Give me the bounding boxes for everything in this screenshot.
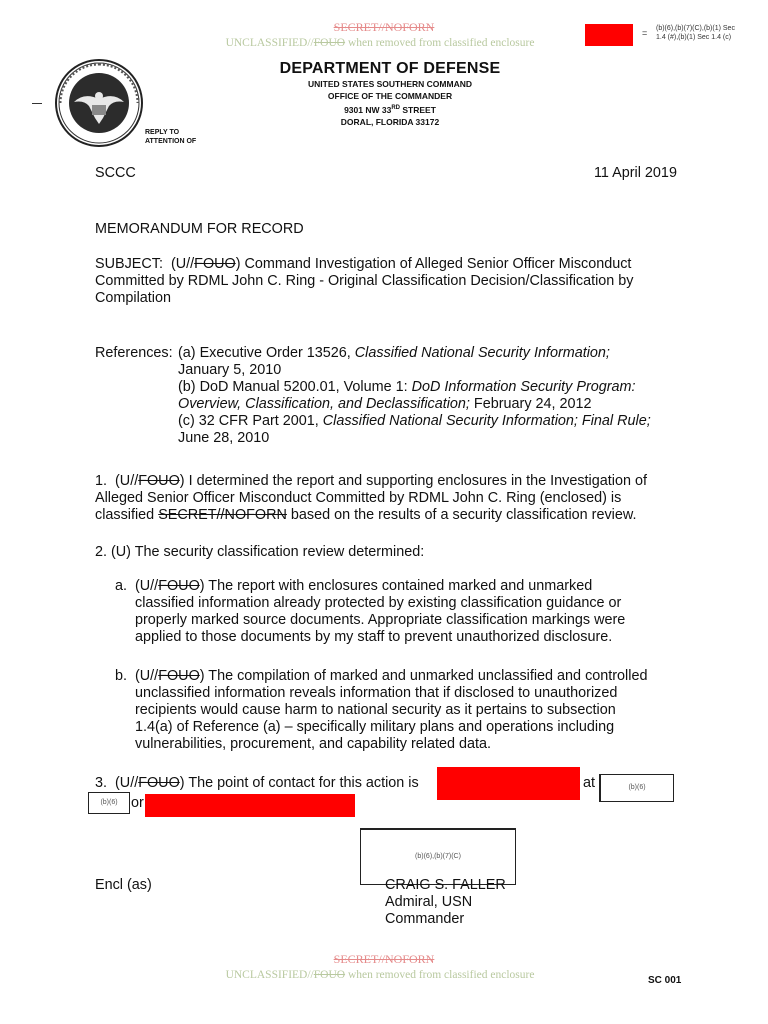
exemption-box-email: (b)(6) — [88, 792, 130, 814]
header-exemption-equals: = — [642, 28, 648, 38]
subject-block: SUBJECT: (U//FOUO) Command Investigation of Alleged Senior Officer Misconduct Committed by RDML John C. Ring - Original Classification Decision/Classification by Compilation — [95, 256, 634, 306]
bottom-classification-marking: SECRET//NOFORN — [333, 952, 435, 966]
office-code: SCCC — [95, 165, 136, 181]
letterhead-line4: DORAL, FLORIDA 33172 — [340, 116, 440, 127]
top-classification-marking — [0, 20, 768, 35]
signer-rank: Admiral, USN — [385, 894, 473, 910]
poc-at: at — [583, 775, 596, 791]
paragraph-1: 1. (U//FOUO) I determined the report and supporting enclosures in the Investigation of Alleged Senior Officer Misconduct Committed by RDML John C. Ring (enclosed) is classified SECRET//NOFORN based on the results of a security classification review. — [95, 473, 647, 523]
letterhead-line3: 9301 NW 33RD STREET — [344, 104, 436, 115]
references-label: References: — [95, 345, 173, 361]
redaction-block-poc-name — [437, 767, 580, 800]
subject-label: SUBJECT: — [95, 256, 163, 272]
poc-or: or — [131, 795, 144, 811]
subparagraph-b-label: b. — [115, 668, 128, 684]
redaction-block-header — [585, 24, 633, 46]
references-list: (a) Executive Order 13526, Classified National Security Information; January 5, 2010 (b) DoD Manual 5200.01, Volume 1: DoD Information Security Program: Overview, Classification, and Declassification; February 24, 2012 (c) 32 CFR Part 2001, Classified National Security Information; Final Rule; June 28, 2010 — [178, 345, 698, 447]
signature-block — [385, 877, 506, 928]
paragraph-2: 2. (U) The security classification review determined: — [95, 544, 425, 560]
paragraph-3: 3. (U//FOUO) The point of contact for this action is — [95, 775, 419, 791]
reply-to-label: REPLY TO ATTENTION OF — [145, 129, 197, 145]
letterhead-line2: OFFICE OF THE COMMANDER — [327, 91, 453, 101]
exemption-box-signature: (b)(6),(b)(7)(C) — [360, 828, 516, 885]
header-exemption-code: (b)(6),(b)(7)(C),(b)(1) Sec 1.4 (#),(b)(1) Sec 1.4 (c) — [656, 25, 735, 41]
department-name: DEPARTMENT OF DEFENSE — [279, 60, 501, 77]
memo-heading: MEMORANDUM FOR RECORD — [95, 221, 304, 237]
letterhead — [180, 60, 600, 128]
top-unclassified-banner: UNCLASSIFIED//FOUO when removed from classified enclosure — [225, 37, 535, 49]
classification-struck: SECRET//NOFORN — [333, 20, 435, 34]
margin-mark — [32, 103, 42, 104]
dod-seal-icon — [54, 58, 144, 148]
subparagraph-a-label: a. — [115, 578, 128, 594]
enclosure-note: Encl (as) — [95, 877, 152, 893]
memo-date: 11 April 2019 — [594, 165, 677, 181]
bottom-unclassified-banner: UNCLASSIFIED//FOUO when removed from classified enclosure — [225, 969, 535, 981]
reference-c: (c) 32 CFR Part 2001, Classified National Security Information; Final Rule; — [178, 413, 651, 429]
subparagraph-a: (U//FOUO) The report with enclosures contained marked and unmarked classified information already protected by existing classification guidance or properly marked source documents. Appropriate classification markings were applied to those documents by my staff to prevent unauthorized disclosure. — [135, 578, 626, 645]
page-identifier: SC 001 — [648, 975, 682, 986]
signer-name: CRAIG S. FALLER — [385, 877, 506, 893]
reference-a: (a) Executive Order 13526, Classified National Security Information; — [178, 345, 610, 361]
reference-b: (b) DoD Manual 5200.01, Volume 1: DoD Information Security Program: — [178, 379, 636, 395]
letterhead-line1: UNITED STATES SOUTHERN COMMAND — [307, 79, 472, 89]
subparagraph-b: (U//FOUO) The compilation of marked and unmarked unclassified and controlled unclassified information reveals information that if disclosed to unauthorized recipients would cause harm to national security as it pertains to subsection 1.4(a) of Reference (a) – specifically military plans and operations including vulnerabilities, procurement, and capability related data. — [135, 668, 648, 752]
redaction-block-poc-contact — [145, 794, 355, 817]
signer-title: Commander — [385, 911, 465, 927]
exemption-box-phone: (b)(6) — [599, 774, 674, 802]
